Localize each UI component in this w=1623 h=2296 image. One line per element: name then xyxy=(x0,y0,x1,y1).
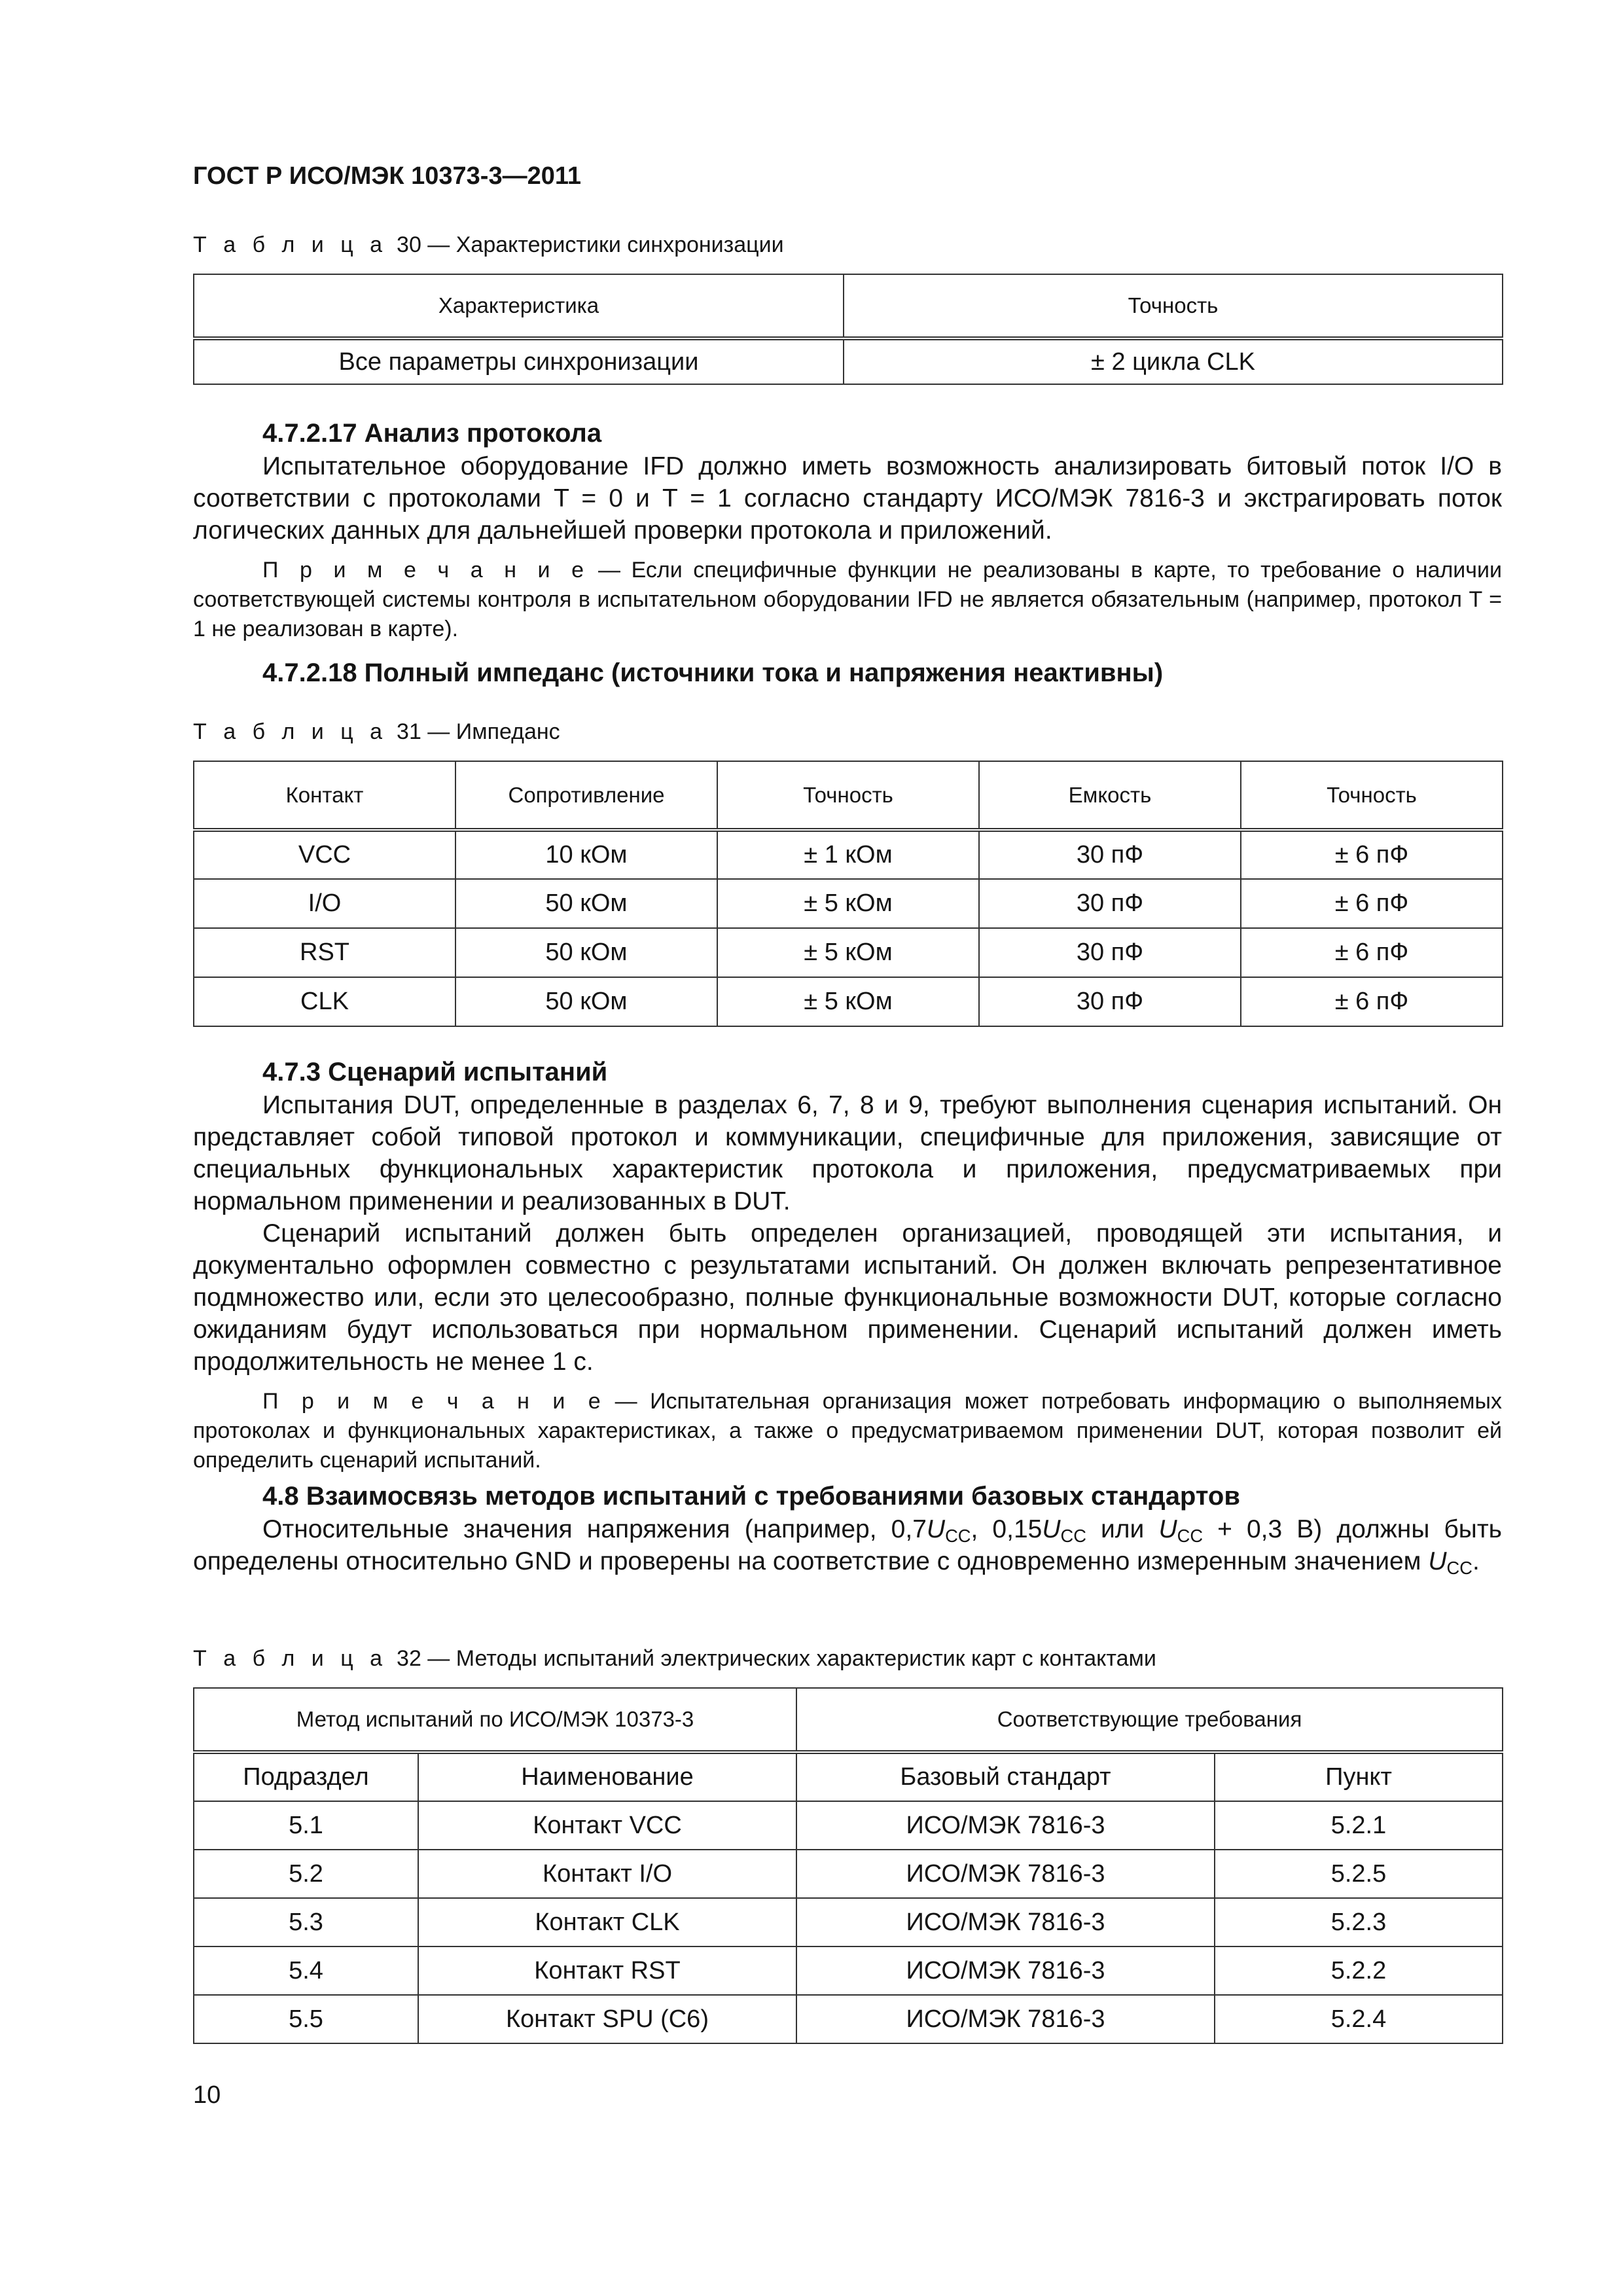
table-32-title: 32 — Методы испытаний электрических характеристик карт с контактами xyxy=(397,1646,1156,1671)
table-32-caption xyxy=(193,1644,1156,1673)
table-cell: ИСО/МЭК 7816-3 xyxy=(796,1801,1215,1850)
table-cell: ± 5 кОм xyxy=(717,928,979,977)
table-cell: 5.4 xyxy=(194,1946,418,1995)
table-row xyxy=(194,1850,1503,1898)
table-cell: 5.2.4 xyxy=(1215,1995,1503,2043)
section-4-7-2-17 xyxy=(193,416,1502,644)
table-row xyxy=(194,338,1503,384)
table-30 xyxy=(193,274,1503,385)
table-cell: ИСО/МЭК 7816-3 xyxy=(796,1995,1215,2043)
table-cell: 10 кОм xyxy=(455,830,717,879)
table-cell: 30 пФ xyxy=(979,879,1241,928)
table-31-header-row xyxy=(194,761,1503,830)
note-label: П р и м е ч а н и е xyxy=(262,1389,606,1414)
table-row xyxy=(194,830,1503,879)
table-cell: ИСО/МЭК 7816-3 xyxy=(796,1850,1215,1898)
symbol-u: U xyxy=(1428,1547,1447,1575)
paragraph: Испытательное оборудование IFD должно иметь возможность анализировать битовый поток I/O в соответствии с протоколами T = 0 и T = 1 согласно стандарту ИСО/МЭК 7816-3 и экстрагировать поток логических данных для дальнейшей проверки протокола и приложений. xyxy=(193,452,1502,545)
table-cell: ± 5 кОм xyxy=(717,977,979,1026)
subscript-cc: CC xyxy=(1177,1525,1204,1546)
table-cell: 5.2 xyxy=(194,1850,418,1898)
table-31-header-cell: Сопротивление xyxy=(455,761,717,830)
table-cell: RST xyxy=(194,928,455,977)
note xyxy=(193,1387,1502,1475)
note-text: — Если специфичные функции не реализованы в карте, то требование о наличии соответствующей системы контроля в испытательном оборудовании IFD не является обязательным (например, протокол T = 1 не реализован в карте). xyxy=(193,558,1502,641)
table-32-group-header: Метод испытаний по ИСО/МЭК 10373-3 xyxy=(194,1688,796,1752)
table-cell: 5.5 xyxy=(194,1995,418,2043)
table-cell: ± 2 цикла CLK xyxy=(844,338,1503,384)
table-cell: Контакт VCC xyxy=(418,1801,796,1850)
table-31-title: 31 — Импеданс xyxy=(397,719,560,744)
table-cell: ИСО/МЭК 7816-3 xyxy=(796,1946,1215,1995)
table-32-header-cell: Подраздел xyxy=(194,1752,418,1801)
page-number: 10 xyxy=(193,2081,221,2109)
table-cell: 5.2.1 xyxy=(1215,1801,1503,1850)
table-cell: 5.1 xyxy=(194,1801,418,1850)
text-run: + 0,3 В) должны быть определены относительно GND и проверены на соответствие с одновременно измеренным значением xyxy=(193,1515,1502,1575)
table-cell: ± 6 пФ xyxy=(1241,879,1503,928)
table-row xyxy=(194,1946,1503,1995)
symbol-u: U xyxy=(1158,1515,1177,1543)
table-cell: 5.3 xyxy=(194,1898,418,1946)
table-32 xyxy=(193,1687,1503,2044)
table-cell: VCC xyxy=(194,830,455,879)
section-4-7-3 xyxy=(193,1055,1502,1475)
table-cell: ± 6 пФ xyxy=(1241,928,1503,977)
table-32-header-cell: Пункт xyxy=(1215,1752,1503,1801)
table-31-header-cell: Контакт xyxy=(194,761,455,830)
table-30-title: 30 — Характеристики синхронизации xyxy=(397,232,784,257)
table-30-header-row xyxy=(194,274,1503,338)
table-cell: 30 пФ xyxy=(979,977,1241,1026)
table-row xyxy=(194,1801,1503,1850)
table-cell: 5.2.5 xyxy=(1215,1850,1503,1898)
table-32-header-cell: Базовый стандарт xyxy=(796,1752,1215,1801)
paragraph xyxy=(193,1513,1502,1577)
table-cell: Контакт SPU (C6) xyxy=(418,1995,796,2043)
text-run: . xyxy=(1472,1547,1480,1575)
table-cell: 30 пФ xyxy=(979,830,1241,879)
subscript-cc: CC xyxy=(1446,1557,1472,1578)
section-4-7-2-18 xyxy=(193,656,1502,690)
table-32-header-row xyxy=(194,1752,1503,1801)
table-row xyxy=(194,977,1503,1026)
table-cell: Контакт CLK xyxy=(418,1898,796,1946)
section-4-8 xyxy=(193,1479,1502,1577)
table-30-header-cell: Характеристика xyxy=(194,274,844,338)
table-cell: CLK xyxy=(194,977,455,1026)
table-row xyxy=(194,1898,1503,1946)
table-cell: Все параметры синхронизации xyxy=(194,338,844,384)
table-32-header-cell: Наименование xyxy=(418,1752,796,1801)
table-cell: ± 6 пФ xyxy=(1241,830,1503,879)
symbol-u: U xyxy=(926,1515,946,1543)
table-31-label: Т а б л и ц а xyxy=(193,719,388,744)
table-32-label: Т а б л и ц а xyxy=(193,1646,388,1671)
note xyxy=(193,556,1502,644)
paragraph: Испытания DUT, определенные в разделах 6, 7, 8 и 9, требуют выполнения сценария испытаний. Он представляет собой типовой протокол и коммуникации, специфичные для приложения, зависящие от специальных функциональных характеристик протокола и приложения, предусматриваемых при нормальном применении и реализованных в DUT. xyxy=(193,1091,1502,1215)
note-label: П р и м е ч а н и е xyxy=(262,558,590,583)
section-heading: 4.7.3 Сценарий испытаний xyxy=(262,1058,608,1086)
table-cell: 30 пФ xyxy=(979,928,1241,977)
table-row xyxy=(194,928,1503,977)
table-cell: ± 6 пФ xyxy=(1241,977,1503,1026)
table-row xyxy=(194,1995,1503,2043)
table-cell: 5.2.3 xyxy=(1215,1898,1503,1946)
table-32-group-header-row xyxy=(194,1688,1503,1752)
table-cell: Контакт RST xyxy=(418,1946,796,1995)
table-31-header-cell: Точность xyxy=(717,761,979,830)
section-heading: 4.7.2.18 Полный импеданс (источники тока и напряжения неактивны) xyxy=(262,658,1164,687)
table-cell: 50 кОм xyxy=(455,928,717,977)
table-31-header-cell: Точность xyxy=(1241,761,1503,830)
text-run: Относительные значения напряжения (например, 0,7 xyxy=(262,1515,927,1543)
text-run: , 0,15 xyxy=(971,1515,1043,1543)
table-cell: 50 кОм xyxy=(455,879,717,928)
table-32-group-header: Соответствующие требования xyxy=(796,1688,1503,1752)
table-30-header-cell: Точность xyxy=(844,274,1503,338)
text-run: или xyxy=(1086,1515,1159,1543)
table-cell: ± 5 кОм xyxy=(717,879,979,928)
table-cell: 5.2.2 xyxy=(1215,1946,1503,1995)
table-31 xyxy=(193,761,1503,1027)
table-31-header-cell: Емкость xyxy=(979,761,1241,830)
symbol-u: U xyxy=(1042,1515,1061,1543)
table-cell: 50 кОм xyxy=(455,977,717,1026)
document-number: ГОСТ Р ИСО/МЭК 10373-3—2011 xyxy=(193,162,582,190)
table-31-caption xyxy=(193,717,560,746)
subscript-cc: CC xyxy=(1060,1525,1086,1546)
section-heading: 4.8 Взаимосвязь методов испытаний с требованиями базовых стандартов xyxy=(262,1482,1240,1511)
table-30-label: Т а б л и ц а xyxy=(193,232,388,257)
table-row xyxy=(194,879,1503,928)
table-cell: Контакт I/O xyxy=(418,1850,796,1898)
paragraph: Сценарий испытаний должен быть определен организацией, проводящей эти испытания, и документально оформлен совместно с результатами испытаний. Он должен включать репрезентативное подмножество или, если это целесообразно, полные функциональные возможности DUT, которые согласно ожиданиям будут использоваться при нормальном применении. Сценарий испытаний должен иметь продолжительность не менее 1 с. xyxy=(193,1219,1502,1376)
table-30-caption xyxy=(193,230,784,259)
table-cell: ± 1 кОм xyxy=(717,830,979,879)
table-cell: I/O xyxy=(194,879,455,928)
section-heading: 4.7.2.17 Анализ протокола xyxy=(262,419,602,448)
subscript-cc: CC xyxy=(945,1525,971,1546)
table-cell: ИСО/МЭК 7816-3 xyxy=(796,1898,1215,1946)
note-text: — Испытательная организация может потребовать информацию о выполняемых протоколах и функциональных характеристиках, а также о предусматриваемом применении DUT, которая позволит ей определить сценарий испытаний. xyxy=(193,1389,1502,1473)
